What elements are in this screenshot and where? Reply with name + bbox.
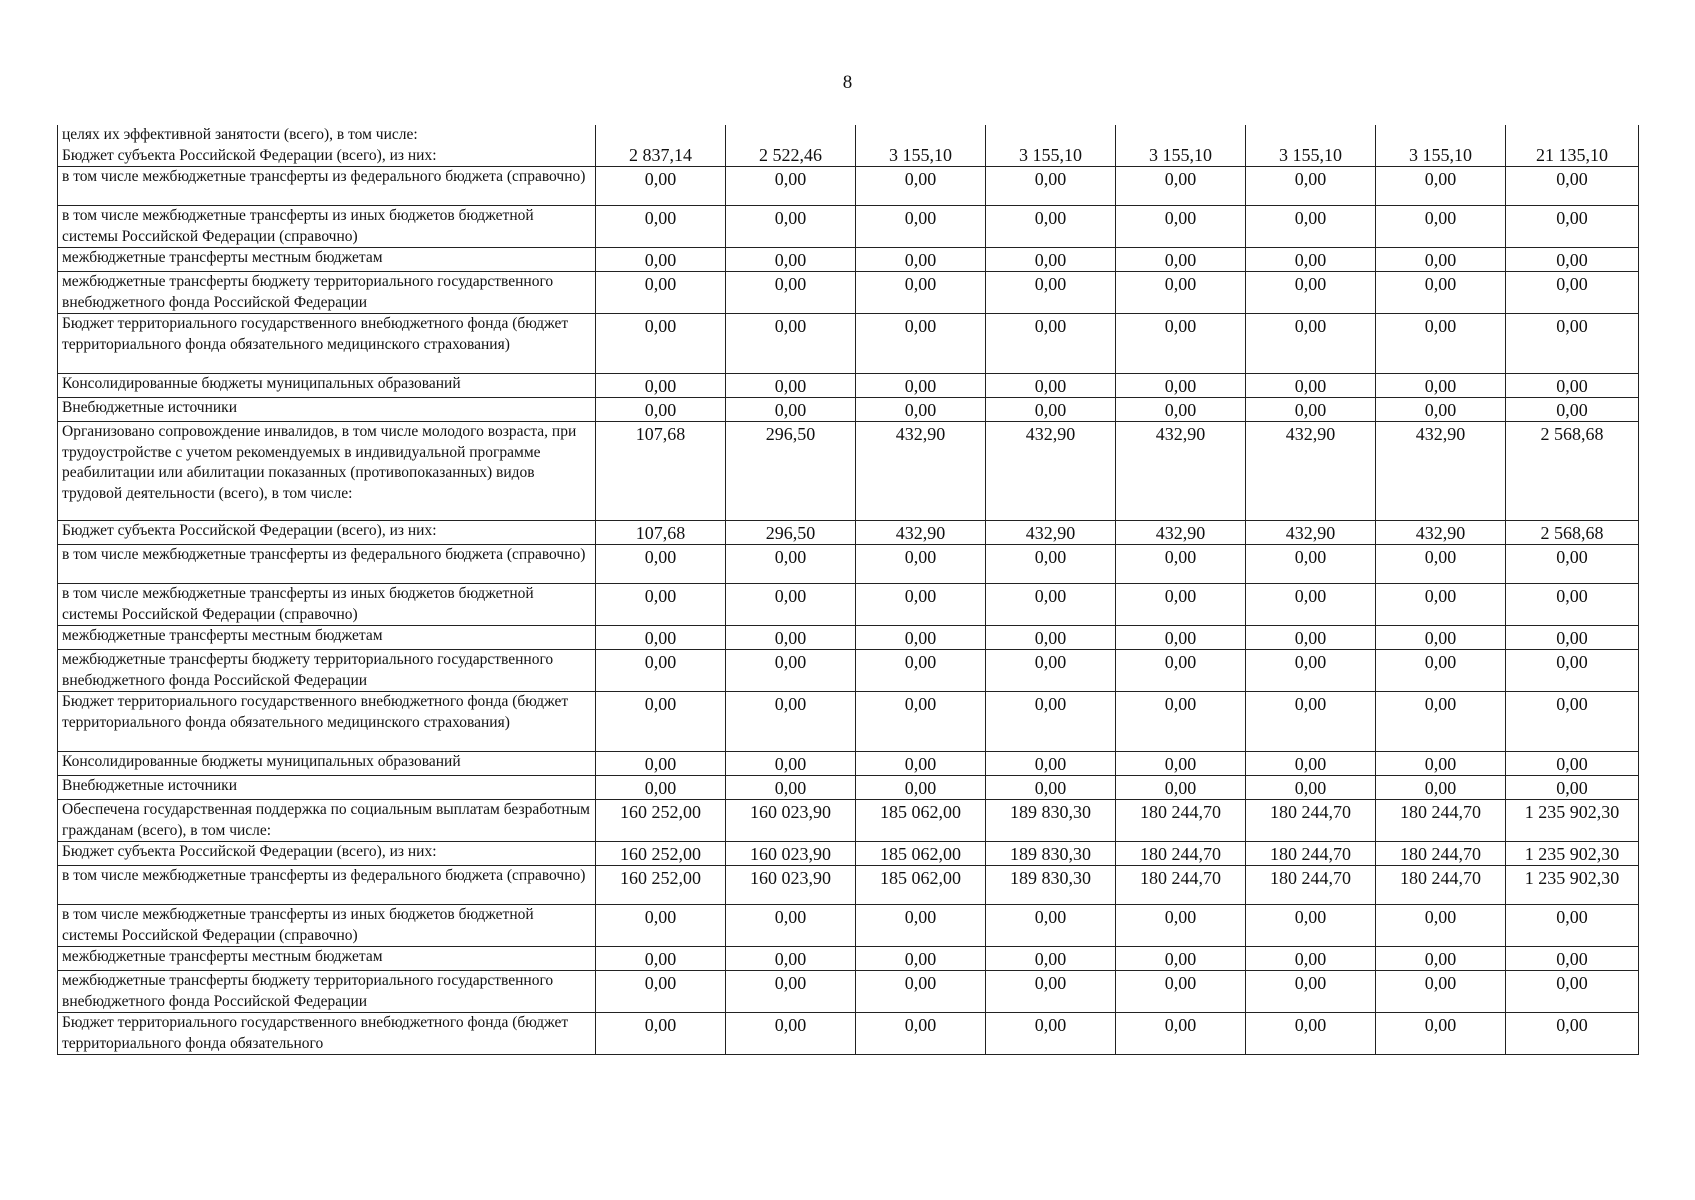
value-cell: 0,00 — [596, 248, 726, 272]
row-label: Бюджет территориального государственного внебюджетного фонда (бюджет территориального фонда обязательного — [58, 1013, 596, 1055]
value-cell: 0,00 — [1376, 947, 1506, 971]
table-row — [58, 206, 1639, 248]
value-cell: 0,00 — [1376, 905, 1506, 947]
table-row — [58, 584, 1639, 626]
value-cell: 0,00 — [596, 314, 726, 374]
value-cell: 0,00 — [986, 272, 1116, 314]
value-cell: 0,00 — [856, 947, 986, 971]
value-cell: 0,00 — [1116, 248, 1246, 272]
value-cell: 0,00 — [1506, 626, 1639, 650]
row-label: межбюджетные трансферты местным бюджетам — [58, 248, 596, 272]
value-cell: 0,00 — [1116, 374, 1246, 398]
row-label: Консолидированные бюджеты муниципальных образований — [58, 374, 596, 398]
value-cell: 0,00 — [726, 398, 856, 422]
value-cell: 0,00 — [986, 398, 1116, 422]
value-cell: 21 135,10 — [1506, 125, 1639, 167]
row-label: в том числе межбюджетные трансферты из федерального бюджета (справочно) — [58, 167, 596, 206]
value-cell: 0,00 — [986, 692, 1116, 752]
value-cell: 0,00 — [596, 545, 726, 584]
value-cell: 0,00 — [1506, 752, 1639, 776]
value-cell: 0,00 — [726, 314, 856, 374]
value-cell: 0,00 — [856, 374, 986, 398]
value-cell: 0,00 — [856, 905, 986, 947]
row-label: в том числе межбюджетные трансферты из иных бюджетов бюджетной системы Российской Федерации (справочно) — [58, 206, 596, 248]
value-cell: 432,90 — [856, 422, 986, 521]
value-cell: 0,00 — [856, 398, 986, 422]
value-cell: 0,00 — [856, 650, 986, 692]
value-cell: 1 235 902,30 — [1506, 800, 1639, 842]
table-row — [58, 776, 1639, 800]
value-cell: 0,00 — [1376, 752, 1506, 776]
value-cell: 180 244,70 — [1116, 842, 1246, 866]
value-cell: 0,00 — [1116, 776, 1246, 800]
value-cell: 180 244,70 — [1376, 842, 1506, 866]
table-row — [58, 650, 1639, 692]
value-cell: 3 155,10 — [1116, 125, 1246, 167]
value-cell: 0,00 — [1506, 545, 1639, 584]
value-cell: 0,00 — [1246, 248, 1376, 272]
value-cell: 0,00 — [596, 374, 726, 398]
value-cell: 0,00 — [726, 545, 856, 584]
value-cell: 0,00 — [1246, 626, 1376, 650]
table-row — [58, 167, 1639, 206]
table-row — [58, 905, 1639, 947]
value-cell: 160 023,90 — [726, 842, 856, 866]
value-cell: 432,90 — [1376, 521, 1506, 545]
value-cell: 0,00 — [1246, 167, 1376, 206]
value-cell: 0,00 — [726, 272, 856, 314]
value-cell: 0,00 — [1246, 650, 1376, 692]
value-cell: 432,90 — [1116, 422, 1246, 521]
value-cell: 0,00 — [1506, 1013, 1639, 1055]
value-cell: 0,00 — [986, 167, 1116, 206]
value-cell: 0,00 — [1246, 314, 1376, 374]
value-cell: 0,00 — [1116, 206, 1246, 248]
value-cell: 432,90 — [1246, 422, 1376, 521]
value-cell: 0,00 — [986, 905, 1116, 947]
table-row — [58, 398, 1639, 422]
value-cell: 0,00 — [726, 584, 856, 626]
value-cell: 0,00 — [986, 776, 1116, 800]
value-cell: 0,00 — [986, 947, 1116, 971]
value-cell: 432,90 — [1376, 422, 1506, 521]
value-cell: 0,00 — [856, 1013, 986, 1055]
row-label: Бюджет территориального государственного внебюджетного фонда (бюджет территориального фонда обязательного медицинского страхования) — [58, 692, 596, 752]
value-cell: 189 830,30 — [986, 842, 1116, 866]
value-cell: 0,00 — [1376, 206, 1506, 248]
value-cell: 296,50 — [726, 521, 856, 545]
value-cell: 0,00 — [726, 752, 856, 776]
value-cell: 0,00 — [596, 971, 726, 1013]
value-cell: 0,00 — [596, 584, 726, 626]
row-label: в том числе межбюджетные трансферты из федерального бюджета (справочно) — [58, 545, 596, 584]
value-cell: 0,00 — [856, 971, 986, 1013]
value-cell: 0,00 — [1376, 626, 1506, 650]
table-row — [58, 521, 1639, 545]
table-row — [58, 422, 1639, 521]
value-cell: 0,00 — [1246, 545, 1376, 584]
value-cell: 0,00 — [856, 584, 986, 626]
row-label: межбюджетные трансферты местным бюджетам — [58, 947, 596, 971]
value-cell: 0,00 — [1246, 692, 1376, 752]
value-cell: 0,00 — [1376, 374, 1506, 398]
value-cell: 0,00 — [986, 248, 1116, 272]
value-cell: 3 155,10 — [986, 125, 1116, 167]
row-label: Бюджет территориального государственного внебюджетного фонда (бюджет территориального фонда обязательного медицинского страхования) — [58, 314, 596, 374]
value-cell: 0,00 — [1246, 752, 1376, 776]
value-cell: 0,00 — [1116, 752, 1246, 776]
value-cell: 0,00 — [986, 374, 1116, 398]
table-row — [58, 248, 1639, 272]
value-cell: 0,00 — [726, 167, 856, 206]
value-cell: 189 830,30 — [986, 866, 1116, 905]
value-cell: 0,00 — [1506, 398, 1639, 422]
value-cell: 185 062,00 — [856, 842, 986, 866]
table-row — [58, 752, 1639, 776]
value-cell: 0,00 — [856, 752, 986, 776]
value-cell: 0,00 — [1246, 947, 1376, 971]
row-label: межбюджетные трансферты бюджету территориального государственного внебюджетного фонда Российской Федерации — [58, 650, 596, 692]
value-cell: 160 023,90 — [726, 800, 856, 842]
value-cell: 0,00 — [726, 971, 856, 1013]
value-cell: 180 244,70 — [1116, 866, 1246, 905]
table-row — [58, 971, 1639, 1013]
value-cell: 0,00 — [1116, 971, 1246, 1013]
row-label: Бюджет субъекта Российской Федерации (всего), из них: — [58, 521, 596, 545]
value-cell: 0,00 — [726, 374, 856, 398]
table-row — [58, 692, 1639, 752]
value-cell: 0,00 — [1376, 272, 1506, 314]
value-cell: 180 244,70 — [1116, 800, 1246, 842]
value-cell: 0,00 — [1376, 545, 1506, 584]
value-cell: 0,00 — [726, 947, 856, 971]
value-cell: 0,00 — [856, 206, 986, 248]
value-cell: 0,00 — [1506, 248, 1639, 272]
value-cell: 0,00 — [856, 248, 986, 272]
row-label: Внебюджетные источники — [58, 398, 596, 422]
value-cell: 0,00 — [1246, 398, 1376, 422]
value-cell: 2 568,68 — [1506, 521, 1639, 545]
value-cell: 3 155,10 — [856, 125, 986, 167]
value-cell: 3 155,10 — [1246, 125, 1376, 167]
value-cell: 0,00 — [1116, 314, 1246, 374]
value-cell: 432,90 — [986, 422, 1116, 521]
row-label: в том числе межбюджетные трансферты из иных бюджетов бюджетной системы Российской Федерации (справочно) — [58, 905, 596, 947]
row-label: межбюджетные трансферты местным бюджетам — [58, 626, 596, 650]
value-cell: 0,00 — [596, 167, 726, 206]
value-cell: 0,00 — [1506, 584, 1639, 626]
value-cell: 0,00 — [726, 626, 856, 650]
table-row — [58, 626, 1639, 650]
value-cell: 0,00 — [1506, 650, 1639, 692]
value-cell: 0,00 — [1376, 776, 1506, 800]
value-cell: 0,00 — [726, 692, 856, 752]
row-label: в том числе межбюджетные трансферты из иных бюджетов бюджетной системы Российской Федерации (справочно) — [58, 584, 596, 626]
value-cell: 0,00 — [596, 626, 726, 650]
value-cell: 0,00 — [1506, 776, 1639, 800]
row-label: межбюджетные трансферты бюджету территориального государственного внебюджетного фонда Российской Федерации — [58, 971, 596, 1013]
value-cell: 0,00 — [856, 626, 986, 650]
value-cell: 160 252,00 — [596, 800, 726, 842]
table-row — [58, 374, 1639, 398]
value-cell: 0,00 — [1376, 1013, 1506, 1055]
value-cell: 0,00 — [986, 626, 1116, 650]
table-row — [58, 1013, 1639, 1055]
value-cell: 160 252,00 — [596, 866, 726, 905]
value-cell: 0,00 — [596, 650, 726, 692]
value-cell: 296,50 — [726, 422, 856, 521]
value-cell: 0,00 — [1116, 398, 1246, 422]
value-cell: 180 244,70 — [1376, 800, 1506, 842]
value-cell: 160 252,00 — [596, 842, 726, 866]
value-cell: 0,00 — [1116, 584, 1246, 626]
value-cell: 0,00 — [1116, 167, 1246, 206]
value-cell: 0,00 — [1246, 272, 1376, 314]
value-cell: 0,00 — [1116, 272, 1246, 314]
value-cell: 0,00 — [1246, 206, 1376, 248]
value-cell: 0,00 — [726, 248, 856, 272]
row-label: Внебюджетные источники — [58, 776, 596, 800]
value-cell: 0,00 — [596, 272, 726, 314]
value-cell: 0,00 — [986, 545, 1116, 584]
value-cell: 189 830,30 — [986, 800, 1116, 842]
value-cell: 0,00 — [856, 167, 986, 206]
value-cell: 0,00 — [1376, 971, 1506, 1013]
value-cell: 2 568,68 — [1506, 422, 1639, 521]
value-cell: 0,00 — [596, 692, 726, 752]
value-cell: 0,00 — [1376, 167, 1506, 206]
value-cell: 180 244,70 — [1376, 866, 1506, 905]
value-cell: 0,00 — [596, 206, 726, 248]
row-label: целях их эффективной занятости (всего), в том числе: Бюджет субъекта Российской Федерации (всего), из них: — [58, 125, 596, 167]
row-label: межбюджетные трансферты бюджету территориального государственного внебюджетного фонда Российской Федерации — [58, 272, 596, 314]
value-cell: 180 244,70 — [1246, 842, 1376, 866]
value-cell: 0,00 — [1506, 206, 1639, 248]
value-cell: 0,00 — [596, 947, 726, 971]
value-cell: 0,00 — [1116, 692, 1246, 752]
value-cell: 0,00 — [856, 692, 986, 752]
table-row — [58, 545, 1639, 584]
value-cell: 0,00 — [1376, 650, 1506, 692]
value-cell: 0,00 — [1506, 314, 1639, 374]
value-cell: 2 837,14 — [596, 125, 726, 167]
table-row — [58, 314, 1639, 374]
value-cell: 180 244,70 — [1246, 800, 1376, 842]
value-cell: 0,00 — [856, 545, 986, 584]
value-cell: 0,00 — [1116, 905, 1246, 947]
row-label: в том числе межбюджетные трансферты из федерального бюджета (справочно) — [58, 866, 596, 905]
value-cell: 432,90 — [986, 521, 1116, 545]
value-cell: 0,00 — [986, 584, 1116, 626]
value-cell: 0,00 — [1246, 1013, 1376, 1055]
value-cell: 0,00 — [856, 272, 986, 314]
value-cell: 1 235 902,30 — [1506, 866, 1639, 905]
table-row — [58, 125, 1639, 167]
value-cell: 0,00 — [1116, 626, 1246, 650]
value-cell: 0,00 — [1116, 545, 1246, 584]
table-row — [58, 800, 1639, 842]
value-cell: 0,00 — [986, 971, 1116, 1013]
value-cell: 0,00 — [596, 776, 726, 800]
value-cell: 0,00 — [1116, 947, 1246, 971]
value-cell: 107,68 — [596, 521, 726, 545]
page-number: 8 — [842, 72, 853, 93]
value-cell: 0,00 — [596, 1013, 726, 1055]
value-cell: 0,00 — [1376, 692, 1506, 752]
value-cell: 0,00 — [726, 905, 856, 947]
value-cell: 0,00 — [1506, 272, 1639, 314]
value-cell: 0,00 — [1246, 776, 1376, 800]
value-cell: 0,00 — [1506, 374, 1639, 398]
value-cell: 160 023,90 — [726, 866, 856, 905]
value-cell: 0,00 — [986, 650, 1116, 692]
value-cell: 432,90 — [856, 521, 986, 545]
value-cell: 0,00 — [986, 1013, 1116, 1055]
table-row — [58, 272, 1639, 314]
value-cell: 0,00 — [1506, 167, 1639, 206]
value-cell: 0,00 — [596, 752, 726, 776]
value-cell: 0,00 — [1506, 692, 1639, 752]
value-cell: 0,00 — [596, 398, 726, 422]
row-label: Бюджет субъекта Российской Федерации (всего), из них: — [58, 842, 596, 866]
value-cell: 1 235 902,30 — [1506, 842, 1639, 866]
table-row — [58, 866, 1639, 905]
row-label: Консолидированные бюджеты муниципальных образований — [58, 752, 596, 776]
value-cell: 0,00 — [1116, 1013, 1246, 1055]
value-cell: 3 155,10 — [1376, 125, 1506, 167]
value-cell: 0,00 — [1376, 248, 1506, 272]
row-label: Организовано сопровождение инвалидов, в том числе молодого возраста, при трудоустройстве с учетом рекомендуемых в индивидуальной программе реабилитации или абилитации показанных (противопоказанных) видов трудовой деятельности (всего), в том числе: — [58, 422, 596, 521]
value-cell: 185 062,00 — [856, 866, 986, 905]
value-cell: 0,00 — [1246, 584, 1376, 626]
value-cell: 107,68 — [596, 422, 726, 521]
value-cell: 0,00 — [1506, 947, 1639, 971]
budget-table — [57, 125, 1639, 1055]
table-row — [58, 947, 1639, 971]
value-cell: 0,00 — [1116, 650, 1246, 692]
value-cell: 0,00 — [1506, 905, 1639, 947]
value-cell: 0,00 — [986, 206, 1116, 248]
value-cell: 432,90 — [1116, 521, 1246, 545]
value-cell: 0,00 — [1246, 971, 1376, 1013]
value-cell: 0,00 — [726, 1013, 856, 1055]
value-cell: 0,00 — [1246, 905, 1376, 947]
table-row — [58, 842, 1639, 866]
value-cell: 0,00 — [986, 752, 1116, 776]
value-cell: 0,00 — [1506, 971, 1639, 1013]
value-cell: 185 062,00 — [856, 800, 986, 842]
value-cell: 0,00 — [726, 206, 856, 248]
value-cell: 0,00 — [1376, 398, 1506, 422]
value-cell: 0,00 — [596, 905, 726, 947]
value-cell: 432,90 — [1246, 521, 1376, 545]
value-cell: 0,00 — [1246, 374, 1376, 398]
value-cell: 0,00 — [726, 776, 856, 800]
value-cell: 0,00 — [726, 650, 856, 692]
value-cell: 0,00 — [1376, 314, 1506, 374]
value-cell: 0,00 — [856, 776, 986, 800]
value-cell: 180 244,70 — [1246, 866, 1376, 905]
value-cell: 0,00 — [856, 314, 986, 374]
value-cell: 2 522,46 — [726, 125, 856, 167]
value-cell: 0,00 — [1376, 584, 1506, 626]
value-cell: 0,00 — [986, 314, 1116, 374]
row-label: Обеспечена государственная поддержка по социальным выплатам безработным гражданам (всего), в том числе: — [58, 800, 596, 842]
